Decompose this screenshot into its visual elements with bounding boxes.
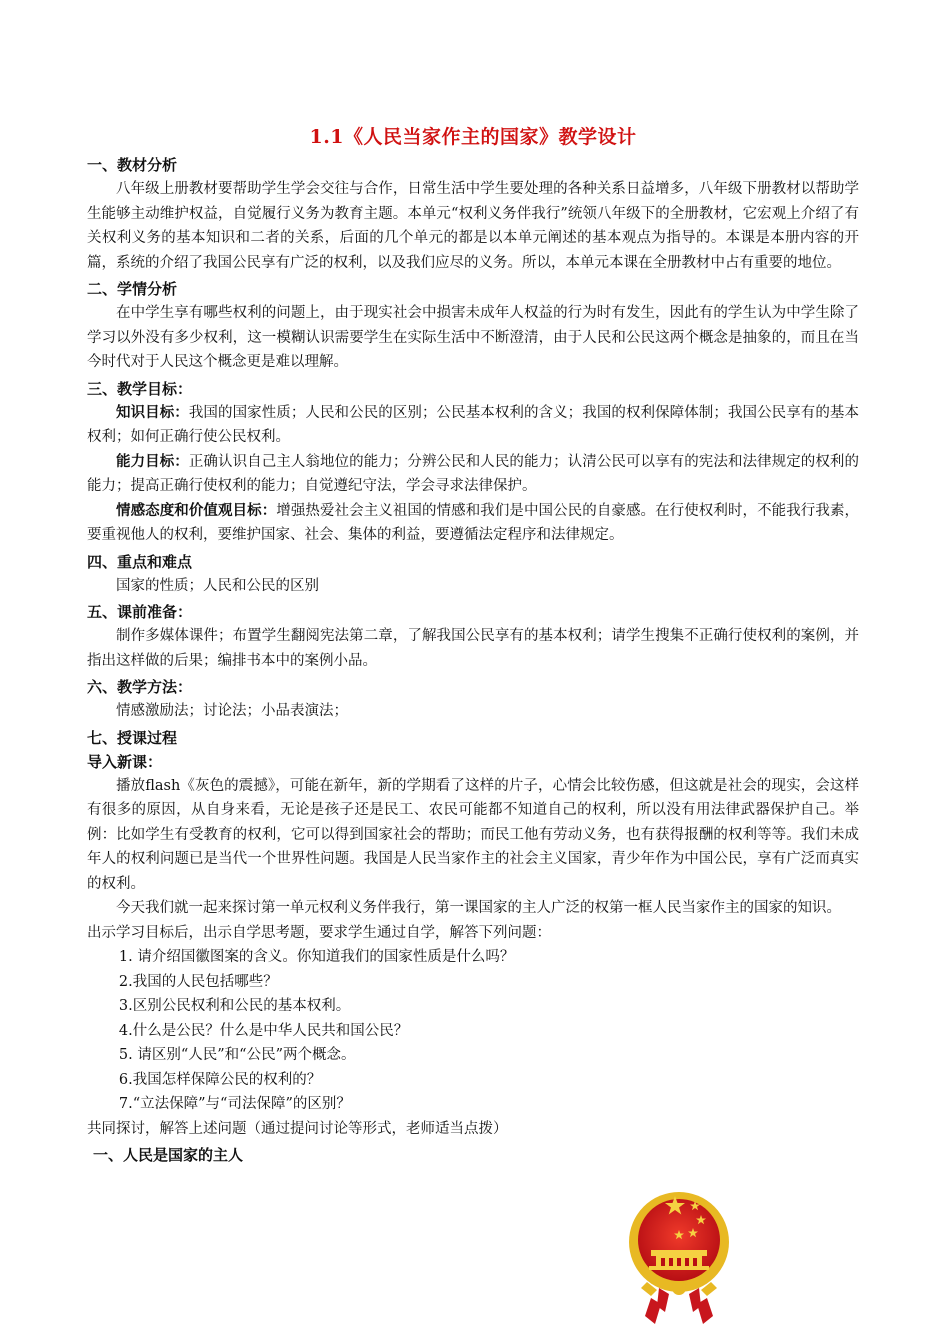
heading-introduction: 导入新课： bbox=[87, 752, 163, 771]
heading-preparation: 五、课前准备： bbox=[87, 603, 193, 621]
ability-goal-text: 正确认识自己主人翁地位的能力；分辨公民和人民的能力；认清公民可以享有的宪法和法律规定的权利的能力；提高正确行使权利的能力；自觉遵纪守法，学会寻求法律保护。 bbox=[87, 453, 860, 494]
knowledge-goal-text: 我国的国家性质；人民和公民的区别；公民基本权利的含义；我国的权利保障体制；我国公民享有的基本权利；如何正确行使公民权利。 bbox=[87, 404, 860, 445]
document-page bbox=[87, 122, 859, 1167]
heading-student-analysis: 二、学情分析 bbox=[87, 280, 178, 298]
paragraph-ability-goal bbox=[87, 450, 859, 499]
paragraph-preparation: 制作多媒体课件；布置学生翻阅宪法第二章，了解我国公民享有的基本权利；请学生搜集不正确行使权利的案例，并指出这样做的后果；编排书本中的案例小品。 bbox=[87, 628, 859, 669]
list-item: 7.“立法保障”与“司法保障”的区别？ bbox=[118, 1096, 351, 1112]
list-item: 3.区别公民权利和公民的基本权利。 bbox=[118, 998, 351, 1014]
emotion-goal-label: 情感态度和价值观目标： bbox=[116, 502, 277, 519]
paragraph-emotion-goal bbox=[87, 499, 859, 548]
paragraph-key-points: 国家的性质；人民和公民的区别 bbox=[116, 577, 319, 594]
emotion-goal-text: 增强热爱社会主义祖国的情感和我们是中国公民的自豪感。在行使权利时，不能我行我素，要重视他人的权利，要维护国家、社会、集体的利益，要遵循法定程序和法律规定。 bbox=[87, 502, 860, 543]
heading-textbook-analysis: 一、教材分析 bbox=[87, 156, 178, 174]
paragraph-today: 今天我们就一起来探讨第一单元权利义务伴我行，第一课国家的主人广泛的权第一框人民当家作主的国家的知识。 bbox=[116, 900, 841, 916]
document-title: 1.1《人民当家作主的国家》教学设计 bbox=[309, 126, 637, 148]
paragraph-discussion: 共同探讨，解答上述问题（通过提问讨论等形式，老师适当点拨） bbox=[87, 1120, 508, 1137]
paragraph-textbook-analysis: 八年级上册教材要帮助学生学会交往与合作，日常生活中学生要处理的各种关系日益增多，八年级下册教材以帮助学生能够主动维护权益，自觉履行义务为教育主题。本单元“权利义务伴我行”统领八年级下的全册教材，它宏观上介绍了有关权利义务的基本知识和二者的关系，后面的几个单元的都是以本单元阐述的基本观点为指导的。本课是本册内容的开篇，系统的介绍了我国公民享有广泛的权利，以及我们应尽的义务。所以，本单元本课在全册教材中占有重要的地位。 bbox=[87, 181, 859, 271]
list-item: 4.什么是公民？什么是中华人民共和国公民？ bbox=[118, 1022, 409, 1039]
heading-methods: 六、教学方法： bbox=[87, 678, 193, 696]
heading-teaching-goals: 三、教学目标： bbox=[87, 379, 193, 398]
list-item: 2.我国的人民包括哪些？ bbox=[118, 973, 278, 990]
list-item: 6.我国怎样保障公民的权利的？ bbox=[118, 1071, 322, 1088]
paragraph-self-study: 出示学习目标后，出示自学思考题，要求学生通过自学，解答下列问题： bbox=[87, 924, 551, 941]
paragraph-knowledge-goal bbox=[87, 401, 859, 450]
paragraph-student-analysis: 在中学生享有哪些权利的问题上，由于现实社会中损害未成年人权益的行为时有发生，因此有的学生认为中学生除了学习以外没有多少权利，这一模糊认识需要学生在实际生活中不断澄清，由于人民和公民这两个概念是抽象的，而且在当今时代对于人民这个概念更是难以理解。 bbox=[87, 305, 859, 370]
list-item: 1. 请介绍国徽图案的含义。你知道我们的国家性质是什么吗？ bbox=[118, 949, 515, 965]
paragraph-methods: 情感激励法；讨论法；小品表演法； bbox=[116, 703, 348, 719]
list-item: 5. 请区别“人民”和“公民”两个概念。 bbox=[118, 1047, 356, 1063]
paragraph-introduction: 播放flash《灰色的震撼》，可能在新年，新的学期看了这样的片子，心情会比较伤感，但这就是社会的现实，会这样有很多的原因，从自身来看，无论是孩子还是民工、农民可能都不知道自己的权利，所以没有用法律武器保护自己。举例：比如学生有受教育的权利，它可以得到国家社会的帮助；而民工他有劳动义务，也有获得报酬的权利等等。我们未成年人的权利问题已是当代一个世界性问题。我国是人民当家作主的社会主义国家，青少年作为中国公民，享有广泛而真实的权利。 bbox=[87, 777, 859, 892]
heading-process: 七、授课过程 bbox=[87, 728, 178, 747]
knowledge-goal-label: 知识目标： bbox=[116, 404, 189, 421]
heading-key-points: 四、重点和难点 bbox=[87, 552, 193, 571]
ability-goal-label: 能力目标： bbox=[116, 453, 189, 470]
heading-people-masters: 一、人民是国家的主人 bbox=[93, 1146, 244, 1164]
national-emblem-icon bbox=[629, 1184, 729, 1344]
